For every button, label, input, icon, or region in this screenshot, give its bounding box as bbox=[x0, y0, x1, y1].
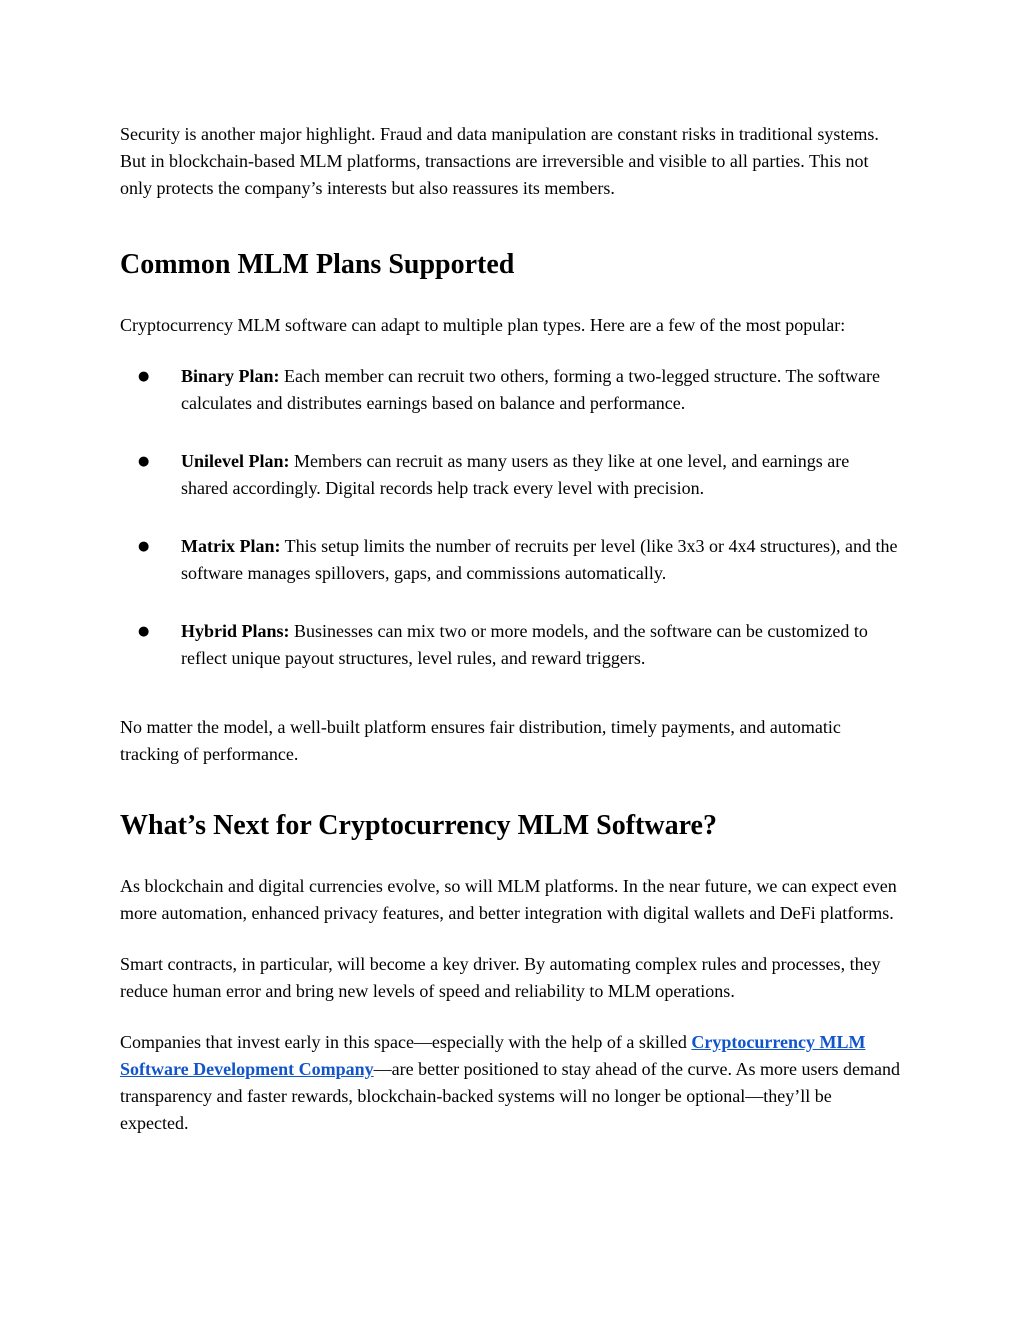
plan-description: Each member can recruit two others, forming a two-legged structure. The software calculates and distributes earnings based on balance and performance. bbox=[181, 366, 880, 413]
plan-description: This setup limits the number of recruits per level (like 3x3 or 4x4 structures), and the software manages spillovers, gaps, and commissions automatically. bbox=[181, 536, 898, 583]
bullet-icon: ● bbox=[138, 454, 150, 469]
bullet-icon: ● bbox=[138, 369, 150, 384]
bullet-icon: ● bbox=[138, 624, 150, 639]
plans-heading: Common MLM Plans Supported bbox=[120, 249, 515, 280]
next-paragraph-1: As blockchain and digital currencies evolve, so will MLM platforms. In the near future, we can expect even more automation, enhanced privacy features, and better integration with digital wallets and DeFi platforms. bbox=[120, 876, 897, 923]
next-paragraph-2: Smart contracts, in particular, will become a key driver. By automating complex rules and processes, they reduce human error and bring new levels of speed and reliability to MLM operations. bbox=[120, 954, 881, 1001]
plans-list bbox=[120, 363, 900, 672]
plans-closing-paragraph: No matter the model, a well-built platform ensures fair distribution, timely payments, and automatic tracking of performance. bbox=[120, 717, 841, 764]
company-link[interactable]: Cryptocurrency MLM Software Development Company bbox=[120, 1032, 866, 1079]
plan-title: Unilevel Plan: bbox=[181, 451, 290, 471]
plans-intro-paragraph: Cryptocurrency MLM software can adapt to multiple plan types. Here are a few of the most popular: bbox=[120, 315, 846, 335]
paragraph-text-before-link: Companies that invest early in this space—especially with the help of a skilled bbox=[120, 1032, 692, 1052]
list-item-unilevel-plan bbox=[120, 448, 900, 502]
list-item-hybrid-plans bbox=[120, 618, 900, 672]
list-item-binary-plan bbox=[120, 363, 900, 417]
paragraph-text-after-link: —are better positioned to stay ahead of the curve. As more users demand transparency and faster rewards, blockchain-backed systems will no longer be optional—they’ll be expected. bbox=[120, 1059, 900, 1133]
plan-title: Hybrid Plans: bbox=[181, 621, 290, 641]
next-heading: What’s Next for Cryptocurrency MLM Software? bbox=[120, 810, 717, 841]
list-item-matrix-plan bbox=[120, 533, 900, 587]
next-paragraph-3 bbox=[120, 1029, 900, 1137]
intro-paragraph: Security is another major highlight. Fraud and data manipulation are constant risks in traditional systems. But in blockchain-based MLM platforms, transactions are irreversible and visible to all parties. This not only protects the company’s interests but also reassures its members. bbox=[120, 124, 879, 198]
plan-title: Matrix Plan: bbox=[181, 536, 281, 556]
plan-title: Binary Plan: bbox=[181, 366, 280, 386]
bullet-icon: ● bbox=[138, 539, 150, 554]
document-page bbox=[120, 121, 900, 1137]
plan-description: Businesses can mix two or more models, and the software can be customized to reflect unique payout structures, level rules, and reward triggers. bbox=[181, 621, 868, 668]
plan-description: Members can recruit as many users as they like at one level, and earnings are shared accordingly. Digital records help track every level with precision. bbox=[181, 451, 850, 498]
